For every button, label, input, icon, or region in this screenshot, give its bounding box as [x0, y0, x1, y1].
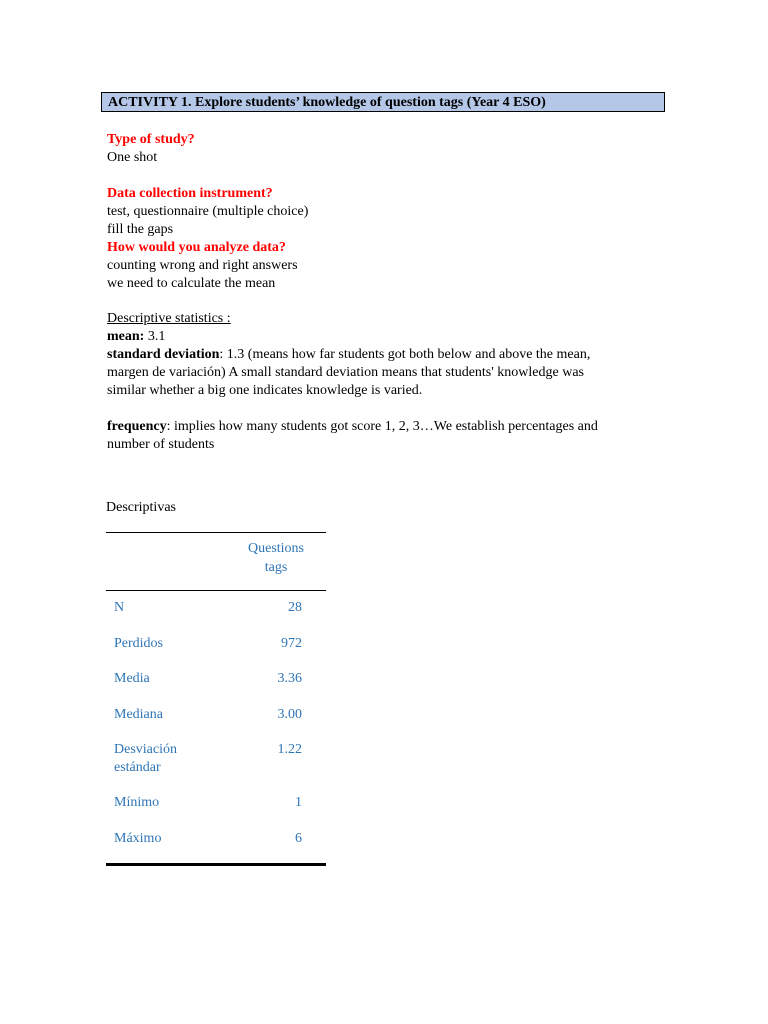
descriptives-table [106, 532, 326, 866]
sd-text-1: : 1.3 (means how far students got both below and above the mean, [219, 347, 591, 362]
analyze-answer-1: counting wrong and right answers [107, 258, 298, 273]
frequency-line-1 [107, 418, 667, 436]
frequency-text-1: : implies how many students got score 1, 2, 3…We establish percentages and [166, 419, 598, 434]
column-header [240, 539, 312, 577]
table-row [106, 591, 326, 627]
frequency-label: frequency [107, 419, 167, 434]
data-collection-section [107, 185, 308, 293]
row-label: N [114, 600, 125, 615]
table-title: Descriptivas [106, 500, 176, 515]
column-header-line-2: tags [264, 560, 288, 575]
row-label: Mediana [114, 706, 163, 722]
row-value: 1 [295, 795, 302, 810]
mean-label: mean: [107, 329, 145, 344]
table-row [106, 698, 326, 734]
table-row [106, 662, 326, 698]
row-label-line-2: estándar [114, 760, 161, 775]
sd-line-2: margen de variación) A small standard deviation means that students' knowledge was [107, 365, 584, 380]
sd-line-3: similar whether a big one indicates knowledge is varied. [107, 383, 423, 398]
table-row [106, 733, 326, 786]
row-value: 1.22 [277, 742, 302, 757]
data-collection-answer-1: test, questionnaire (multiple choice) [107, 204, 309, 219]
row-label [114, 741, 224, 777]
table-header [106, 533, 326, 591]
table-row [106, 822, 326, 858]
row-label: Media [114, 671, 150, 686]
descriptive-statistics-section [107, 310, 667, 454]
sd-line-1 [107, 346, 667, 364]
mean-value: 3.1 [144, 329, 166, 344]
type-of-study-question: Type of study? [107, 132, 195, 147]
row-label: Máximo [114, 830, 162, 846]
row-value: 972 [281, 635, 302, 651]
type-of-study-answer: One shot [107, 150, 158, 165]
row-label: Perdidos [114, 635, 163, 651]
row-value: 3.00 [277, 706, 302, 722]
table-row [106, 627, 326, 663]
data-collection-question: Data collection instrument? [107, 186, 273, 201]
column-header-line-1: Questions [248, 541, 304, 556]
descriptive-heading: Descriptive statistics : [107, 311, 231, 326]
table-row [106, 786, 326, 822]
type-of-study-section [107, 131, 195, 167]
frequency-line-2: number of students [107, 437, 215, 452]
row-label: Mínimo [114, 795, 160, 810]
analyze-answer-2: we need to calculate the mean [107, 276, 276, 291]
row-value: 3.36 [277, 671, 302, 686]
analyze-question: How would you analyze data? [107, 240, 286, 255]
row-label-line-1: Desviación [114, 742, 177, 757]
table-body [106, 591, 326, 866]
row-value: 6 [295, 830, 302, 846]
activity-title: ACTIVITY 1. Explore students’ knowledge of question tags (Year 4 ESO) [101, 92, 665, 112]
mean-line [107, 328, 667, 346]
data-collection-answer-2: fill the gaps [107, 222, 174, 237]
row-value: 28 [288, 600, 302, 615]
sd-label: standard deviation [107, 347, 220, 362]
